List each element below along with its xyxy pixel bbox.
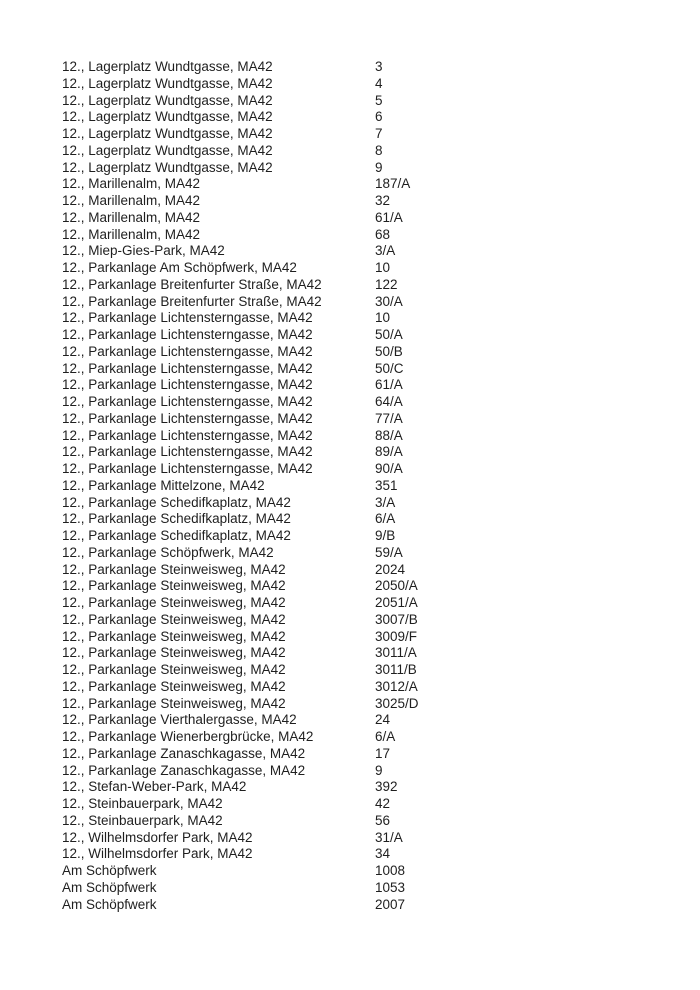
table-row	[62, 712, 662, 729]
table-row	[62, 528, 662, 545]
table-row	[62, 260, 662, 277]
number-cell: 89/A	[375, 444, 403, 460]
location-cell: 12., Lagerplatz Wundtgasse, MA42	[62, 159, 273, 175]
location-cell: 12., Parkanlage Steinweisweg, MA42	[62, 695, 286, 711]
location-cell: 12., Parkanlage Lichtensterngasse, MA42	[62, 377, 313, 393]
number-cell: 68	[375, 226, 391, 242]
table-row	[62, 377, 662, 394]
number-cell: 10	[375, 310, 391, 326]
location-cell: 12., Parkanlage Lichtensterngasse, MA42	[62, 394, 313, 409]
location-cell: Am Schöpfwerk	[62, 896, 157, 912]
table-row	[62, 511, 662, 528]
location-cell: 12., Parkanlage Steinweisweg, MA42	[62, 578, 286, 594]
table-row	[62, 277, 662, 294]
number-cell: 50/A	[375, 327, 403, 342]
table-row	[62, 880, 662, 897]
location-cell: 12., Parkanlage Lichtensterngasse, MA42	[62, 310, 313, 326]
table-row	[62, 696, 662, 713]
number-cell: 50/C	[375, 360, 404, 376]
table-row	[62, 160, 662, 177]
table-row	[62, 411, 662, 428]
location-cell: 12., Parkanlage Breitenfurter Straße, MA42	[62, 276, 322, 292]
location-cell: Am Schöpfwerk	[62, 863, 157, 878]
number-cell: 8	[375, 142, 383, 158]
number-cell: 56	[375, 812, 391, 828]
table-row	[62, 595, 662, 612]
table-row	[62, 109, 662, 126]
number-cell: 6	[375, 109, 383, 125]
table-row	[62, 310, 662, 327]
number-cell: 1053	[375, 879, 406, 895]
table-row	[62, 545, 662, 562]
location-cell: 12., Lagerplatz Wundtgasse, MA42	[62, 109, 273, 125]
table-row	[62, 612, 662, 629]
number-cell: 3009/F	[375, 628, 418, 644]
table-row	[62, 897, 662, 914]
table-row	[62, 428, 662, 445]
location-cell: 12., Parkanlage Steinweisweg, MA42	[62, 561, 286, 577]
location-cell: 12., Lagerplatz Wundtgasse, MA42	[62, 59, 273, 74]
location-list	[62, 59, 662, 913]
number-cell: 3	[375, 59, 383, 74]
location-cell: 12., Parkanlage Lichtensterngasse, MA42	[62, 444, 313, 460]
number-cell: 3/A	[375, 494, 396, 510]
number-cell: 17	[375, 745, 391, 761]
table-row	[62, 394, 662, 411]
number-cell: 24	[375, 712, 391, 728]
location-cell: 12., Parkanlage Steinweisweg, MA42	[62, 628, 286, 644]
table-row	[62, 495, 662, 512]
number-cell: 10	[375, 260, 391, 275]
number-cell: 34	[375, 846, 391, 862]
number-cell: 88/A	[375, 427, 403, 443]
table-row	[62, 243, 662, 260]
number-cell: 59/A	[375, 544, 403, 560]
number-cell: 3/A	[375, 243, 396, 259]
table-row	[62, 210, 662, 227]
table-row	[62, 126, 662, 143]
number-cell: 7	[375, 126, 383, 141]
table-row	[62, 344, 662, 361]
location-cell: 12., Lagerplatz Wundtgasse, MA42	[62, 92, 273, 108]
number-cell: 77/A	[375, 410, 403, 426]
location-cell: 12., Parkanlage Am Schöpfwerk, MA42	[62, 260, 297, 275]
number-cell: 2051/A	[375, 595, 418, 610]
location-cell: 12., Wilhelmsdorfer Park, MA42	[62, 846, 253, 862]
location-cell: 12., Parkanlage Schedifkaplatz, MA42	[62, 528, 291, 543]
number-cell: 2024	[375, 561, 406, 577]
location-cell: 12., Parkanlage Zanaschkagasse, MA42	[62, 745, 306, 761]
table-row	[62, 478, 662, 495]
table-row	[62, 763, 662, 780]
number-cell: 3011/A	[375, 645, 417, 661]
table-row	[62, 863, 662, 880]
location-cell: 12., Parkanlage Lichtensterngasse, MA42	[62, 410, 313, 426]
table-row	[62, 813, 662, 830]
number-cell: 9	[375, 159, 383, 175]
number-cell: 392	[375, 779, 398, 795]
number-cell: 6/A	[375, 729, 396, 744]
table-row	[62, 662, 662, 679]
location-cell: 12., Parkanlage Breitenfurter Straße, MA42	[62, 293, 322, 309]
location-cell: Am Schöpfwerk	[62, 879, 157, 895]
number-cell: 3012/A	[375, 678, 418, 694]
number-cell: 5	[375, 92, 383, 108]
location-cell: 12., Parkanlage Steinweisweg, MA42	[62, 611, 286, 627]
location-cell: 12., Parkanlage Schedifkaplatz, MA42	[62, 494, 291, 510]
location-cell: 12., Parkanlage Schedifkaplatz, MA42	[62, 511, 291, 527]
number-cell: 6/A	[375, 511, 396, 527]
number-cell: 31/A	[375, 829, 403, 845]
table-row	[62, 76, 662, 93]
location-cell: 12., Parkanlage Vierthalergasse, MA42	[62, 712, 297, 728]
location-cell: 12., Marillenalm, MA42	[62, 193, 201, 208]
table-row	[62, 444, 662, 461]
number-cell: 50/B	[375, 343, 403, 359]
number-cell: 61/A	[375, 377, 403, 393]
table-row	[62, 227, 662, 244]
table-row	[62, 629, 662, 646]
number-cell: 3011/B	[375, 662, 417, 677]
location-cell: 12., Lagerplatz Wundtgasse, MA42	[62, 142, 273, 158]
location-cell: 12., Wilhelmsdorfer Park, MA42	[62, 829, 253, 845]
location-cell: 12., Miep-Gies-Park, MA42	[62, 243, 225, 259]
number-cell: 351	[375, 477, 398, 493]
number-cell: 122	[375, 276, 398, 292]
table-row	[62, 679, 662, 696]
location-cell: 12., Lagerplatz Wundtgasse, MA42	[62, 126, 273, 141]
location-cell: 12., Parkanlage Lichtensterngasse, MA42	[62, 427, 313, 443]
table-row	[62, 193, 662, 210]
number-cell: 4	[375, 75, 383, 91]
table-row	[62, 578, 662, 595]
table-row	[62, 729, 662, 746]
number-cell: 2007	[375, 896, 406, 912]
location-cell: 12., Parkanlage Lichtensterngasse, MA42	[62, 327, 313, 342]
table-row	[62, 461, 662, 478]
location-cell: 12., Parkanlage Lichtensterngasse, MA42	[62, 343, 313, 359]
location-cell: 12., Lagerplatz Wundtgasse, MA42	[62, 75, 273, 91]
number-cell: 64/A	[375, 394, 403, 409]
location-cell: 12., Marillenalm, MA42	[62, 176, 201, 192]
number-cell: 61/A	[375, 209, 403, 225]
location-cell: 12., Parkanlage Steinweisweg, MA42	[62, 645, 286, 661]
location-cell: 12., Marillenalm, MA42	[62, 209, 201, 225]
table-row	[62, 746, 662, 763]
table-row	[62, 143, 662, 160]
number-cell: 42	[375, 796, 391, 811]
number-cell: 90/A	[375, 461, 403, 476]
table-row	[62, 93, 662, 110]
number-cell: 3025/D	[375, 695, 419, 711]
table-row	[62, 830, 662, 847]
location-cell: 12., Parkanlage Steinweisweg, MA42	[62, 662, 286, 677]
location-cell: 12., Marillenalm, MA42	[62, 226, 201, 242]
number-cell: 9/B	[375, 528, 396, 543]
number-cell: 2050/A	[375, 578, 418, 594]
table-row	[62, 562, 662, 579]
number-cell: 1008	[375, 863, 406, 878]
location-cell: 12., Parkanlage Schöpfwerk, MA42	[62, 544, 274, 560]
table-row	[62, 327, 662, 344]
table-row	[62, 59, 662, 76]
location-cell: 12., Steinbauerpark, MA42	[62, 796, 223, 811]
location-cell: 12., Parkanlage Steinweisweg, MA42	[62, 595, 286, 610]
number-cell: 187/A	[375, 176, 411, 192]
location-cell: 12., Parkanlage Steinweisweg, MA42	[62, 678, 286, 694]
table-row	[62, 846, 662, 863]
number-cell: 30/A	[375, 293, 403, 309]
table-row	[62, 294, 662, 311]
number-cell: 9	[375, 762, 383, 778]
number-cell: 3007/B	[375, 611, 418, 627]
location-cell: 12., Parkanlage Lichtensterngasse, MA42	[62, 360, 313, 376]
location-cell: 12., Stefan-Weber-Park, MA42	[62, 779, 247, 795]
table-row	[62, 779, 662, 796]
location-cell: 12., Parkanlage Wienerbergbrücke, MA42	[62, 729, 314, 744]
location-cell: 12., Parkanlage Mittelzone, MA42	[62, 477, 265, 493]
location-cell: 12., Parkanlage Zanaschkagasse, MA42	[62, 762, 306, 778]
location-cell: 12., Steinbauerpark, MA42	[62, 812, 223, 828]
table-row	[62, 361, 662, 378]
table-row	[62, 645, 662, 662]
table-row	[62, 176, 662, 193]
location-cell: 12., Parkanlage Lichtensterngasse, MA42	[62, 461, 313, 476]
number-cell: 32	[375, 193, 391, 208]
table-row	[62, 796, 662, 813]
